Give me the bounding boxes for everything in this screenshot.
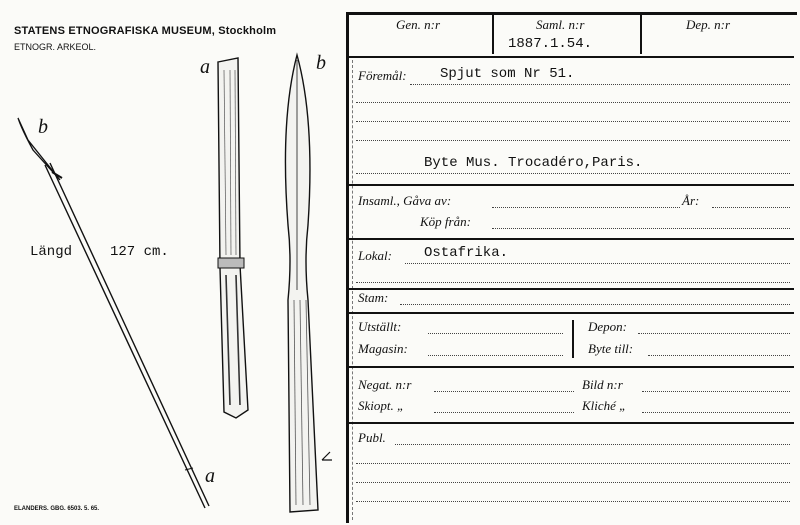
kliche-label: Kliché „ [582,398,627,413]
depon-label: Depon: [588,319,627,334]
length-value: 127 cm. [110,244,169,260]
divider [640,14,642,54]
skiopt-label: Skiopt. „ [358,398,405,413]
insaml-label: Insaml., Gåva av: [358,193,452,208]
bild-label: Bild n:r [582,377,623,392]
rule [346,312,794,314]
catalog-card [346,12,797,523]
rule [346,288,794,290]
rule [346,56,794,58]
dep-nr-label: Dep. n:r [686,17,731,32]
spear-drawing [0,0,345,525]
publ-label: Publ. [358,430,386,445]
lokal-label: Lokal: [358,248,392,263]
gen-nr-label: Gen. n:r [396,17,441,32]
mark-b-detail: b [316,52,326,74]
divider [492,14,494,54]
spear-detail-shaft-end [218,58,248,418]
spear-full-illustration [18,118,209,508]
museum-title: STATENS ETNOGRAFISKA MUSEUM, Stockholm [14,25,277,37]
negat-label: Negat. n:r [358,377,412,392]
stam-label: Stam: [358,290,389,305]
mark-b-full: b [38,116,48,138]
mark-a-full: a [205,465,215,487]
ar-label: År: [682,193,700,208]
saml-nr-label: Saml. n:r [536,17,585,32]
printer-imprint: ELANDERS. GBG. 6503. 5. 65. [14,506,100,512]
kop-fran-label: Köp från: [420,214,471,229]
rule [346,184,794,186]
rule [346,366,794,368]
utstallt-label: Utställt: [358,319,402,334]
byte-line: Byte Mus. Trocadéro,Paris. [424,155,643,171]
byte-till-label: Byte till: [588,341,634,356]
rule [346,238,794,240]
magasin-label: Magasin: [358,341,408,356]
saml-nr-value: 1887.1.54. [508,36,593,52]
mark-a-detail: a [200,56,210,78]
length-label: Längd [30,244,73,260]
lokal-value: Ostafrika. [424,245,509,261]
rule [346,422,794,424]
divider [572,320,574,358]
spear-detail-head [285,55,332,512]
museum-subtitle: ETNOGR. ARKEOL. [14,42,97,52]
foremal-label: Föremål: [358,68,407,83]
foremal-value: Spjut som Nr 51. [440,66,575,82]
card-gutter [352,60,353,520]
